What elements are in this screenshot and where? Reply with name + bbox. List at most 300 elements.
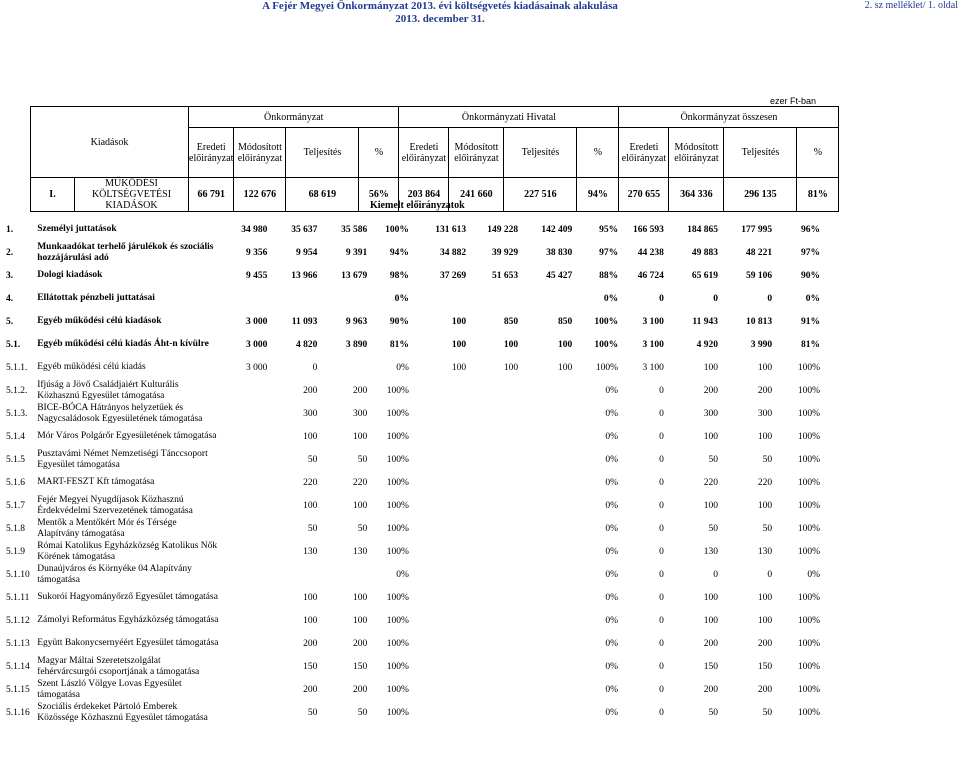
row-value: 44 238 [637,247,664,258]
row-value [520,563,574,586]
row-value: 220 [303,477,318,488]
row-value: 0 [659,569,664,580]
header-table [30,106,839,212]
row-value: 100 [353,500,368,511]
row-value [411,609,468,632]
row-code: 2. [6,247,14,258]
row-value: 200 [703,385,718,396]
row-value [468,494,520,517]
row-value: 50 [708,523,718,534]
row-value: 0 [767,569,773,580]
row-value: 850 [503,316,519,327]
row-code: 5.1.12 [6,615,30,626]
row-value [411,425,468,448]
row-label: Fejér Megyei Nyugdíjasok Közhasznú Érdekvédelmi Szervezetének támogatása [37,494,193,516]
row-value: 0% [605,500,619,511]
kiadasok-header: Kiadások [31,107,189,178]
row-label: Egyéb működési célú kiadások [37,316,162,326]
row-value: 0 [659,707,664,718]
row-value [468,379,520,402]
row-value: 100% [385,224,409,235]
table-row [4,241,822,264]
main-value: 122 676 [234,178,286,212]
row-value: 3 890 [345,339,368,350]
document-title [0,0,880,26]
row-value: 0% [605,661,619,672]
row-label: Szent László Völgye Lovas Egyesület támogatása [37,678,182,700]
row-value: 0 [659,454,664,465]
row-value: 100% [595,362,619,373]
row-value: 0% [605,523,619,534]
row-value: 3 000 [246,316,268,327]
row-value: 100 [303,500,318,511]
row-code: 5.1.14 [6,661,30,672]
row-value [411,379,468,402]
col-eredeti-1: Eredeti előirányzat [189,128,234,178]
row-value [468,402,520,425]
row-value [520,402,574,425]
main-code: I. [31,178,75,212]
row-value: 50 [357,454,368,465]
row-value: 100% [386,523,409,534]
row-value: 100% [386,500,409,511]
row-value [269,563,319,586]
main-value: 270 655 [619,178,669,212]
row-code: 5.1.6 [6,477,25,488]
row-value: 11 943 [692,316,718,327]
row-value [411,517,468,540]
row-value: 0% [605,454,619,465]
row-value: 0 [713,569,718,580]
row-value: 200 [353,638,368,649]
row-value [223,425,270,448]
row-value: 0% [396,569,409,580]
row-value [520,586,574,609]
row-value [468,701,520,724]
row-value: 46 724 [637,270,664,281]
group-onkormanyzat: Önkormányzat [189,107,399,128]
row-label: Ifjúság a Jövő Családjaiért Kulturális Közhasznú Egyesület támogatása [37,379,179,401]
row-value [468,586,520,609]
row-value: 35 586 [341,224,368,235]
row-value [223,609,270,632]
row-value: 100% [386,707,409,718]
row-value: 184 865 [687,224,718,235]
row-value: 9 391 [345,247,368,258]
main-value: 203 864 [399,178,449,212]
row-value [468,655,520,678]
row-value [520,609,574,632]
row-value: 95% [599,224,619,235]
row-value: 130 [703,546,718,557]
row-value: 100% [797,707,820,718]
group-osszesen: Önkormányzat összesen [619,107,839,128]
row-value: 0 [659,431,664,442]
row-code: 5.1.15 [6,684,30,695]
row-value: 0 [659,408,664,419]
row-value [223,287,270,310]
row-value: 131 613 [435,224,467,235]
row-value: 100 [703,500,718,511]
row-value: 100% [386,454,409,465]
row-value [468,471,520,494]
row-value: 0% [605,569,619,580]
row-value: 100% [797,661,820,672]
row-value: 200 [703,684,718,695]
row-value: 0% [807,569,820,580]
row-value: 81% [389,339,409,350]
row-value: 100 [353,615,368,626]
row-value: 200 [353,385,368,396]
row-value: 50 [762,454,773,465]
row-value [411,655,468,678]
row-label: Dunaújváros és Környéke 04 Alapítvány támogatása [37,563,192,585]
col-modositott-2: Módosított előirányzat [449,128,504,178]
row-value: 50 [708,454,718,465]
row-label: Mentők a Mentőkért Mór és Térsége Alapítvány támogatása [37,517,177,539]
row-label: BICE-BÓCA Hátrányos helyzetűek és Nagycsaládosok Egyesületének támogatása [37,402,203,424]
row-value: 150 [353,661,368,672]
row-value: 90% [389,316,409,327]
table-row [4,379,822,402]
row-value: 0% [605,385,619,396]
table-row [4,402,822,425]
row-value: 100 [757,615,773,626]
row-value: 100% [797,408,820,419]
col-pct-1: % [359,128,399,178]
main-value: 241 660 [449,178,504,212]
row-value: 0% [605,408,619,419]
row-value: 0 [659,638,664,649]
row-value: 3 100 [642,339,664,350]
row-value [520,494,574,517]
row-value: 50 [307,523,318,534]
row-value: 166 593 [632,224,664,235]
row-value: 100 [503,362,519,373]
data-table [4,218,822,724]
row-label: Pusztavámi Német Nemzetiségi Tánccsoport Egyesület támogatása [37,448,208,470]
row-value: 100 [703,362,718,373]
row-value: 200 [757,684,773,695]
table-row [4,586,822,609]
row-value: 0% [605,431,619,442]
row-value: 177 995 [741,224,773,235]
table-row [4,264,822,287]
row-value: 9 356 [246,247,268,258]
row-value: 0 [659,523,664,534]
row-label: Magyar Máltai Szeretetszolgálat fehérvárcsurgói csoportjának a támogatása [37,655,200,677]
row-code: 5.1. [6,339,21,350]
row-value: 150 [703,661,718,672]
row-value [223,471,270,494]
row-value: 50 [708,707,718,718]
row-value: 9 455 [246,270,268,281]
row-value: 3 000 [246,362,268,373]
row-value: 0 [659,500,664,511]
row-value: 94% [389,247,409,258]
row-value: 100% [386,615,409,626]
row-code: 5.1.8 [6,523,25,534]
table-row [4,356,822,379]
row-value [520,425,574,448]
row-value [411,402,468,425]
row-value [319,356,369,379]
row-label: Római Katolikus Egyházközség Katolikus Nők Körének támogatása [37,540,218,562]
row-label: Egyéb működési célú kiadás [37,362,146,372]
row-value [468,425,520,448]
row-value: 100% [797,362,820,373]
row-value: 0% [605,477,619,488]
row-value [411,448,468,471]
col-modositott-3: Módosított előirányzat [669,128,724,178]
row-value: 149 228 [487,224,519,235]
row-value: 100% [797,477,820,488]
row-value: 100% [797,431,820,442]
row-value: 100 [703,615,718,626]
row-value: 100% [386,661,409,672]
row-value: 220 [353,477,368,488]
row-label: Munkaadókat terhelő járulékok és szociális hozzájárulási adó [37,241,214,263]
row-value [520,632,574,655]
row-value: 100 [703,431,718,442]
table-row [4,563,822,586]
row-value: 220 [757,477,773,488]
row-value: 0% [605,638,619,649]
main-value: 68 619 [286,178,359,212]
row-value: 38 830 [546,247,573,258]
row-value: 100 [703,592,718,603]
row-value: 0% [605,707,619,718]
row-value: 0% [605,684,619,695]
row-value: 100 [757,592,773,603]
row-value: 0 [659,592,664,603]
table-row [4,678,822,701]
row-value: 200 [303,385,318,396]
row-value: 97% [801,247,820,258]
row-value: 3 100 [642,316,664,327]
row-value: 0 [713,293,718,304]
table-row [4,494,822,517]
row-value [411,494,468,517]
row-value [319,287,369,310]
row-code: 5.1.4 [6,431,25,442]
main-value: 56% [359,178,399,212]
row-value: 200 [757,638,773,649]
row-value: 35 637 [291,224,318,235]
row-value: 4 920 [696,339,718,350]
row-label: Ellátottak pénzbeli juttatásai [37,293,155,303]
row-value: 100% [797,615,820,626]
row-value: 100% [386,684,409,695]
row-value [468,609,520,632]
row-value [223,517,270,540]
row-label: Szociális érdekeket Pártoló Emberek Közössége Közhasznú Egyesület támogatása [37,701,208,723]
row-value: 10 813 [745,316,773,327]
row-value: 100% [386,385,409,396]
row-value [411,678,468,701]
row-label: Zámolyi Református Egyházközség támogatása [37,615,219,625]
row-value [223,655,270,678]
row-value: 90% [801,270,820,281]
row-value: 48 221 [745,247,773,258]
row-value: 4 820 [295,339,318,350]
row-value: 100% [797,546,820,557]
col-pct-2: % [577,128,619,178]
row-value: 50 [357,707,368,718]
row-value: 98% [389,270,409,281]
main-value: 66 791 [189,178,234,212]
row-value: 100% [797,454,820,465]
kiemelt-heading: Kiemelt előirányzatok [370,200,465,211]
row-value: 220 [703,477,718,488]
row-value [520,517,574,540]
table-row [4,655,822,678]
table-row [4,632,822,655]
row-value: 51 653 [492,270,519,281]
row-value: 65 619 [691,270,718,281]
row-value [223,678,270,701]
row-code: 5.1.10 [6,569,30,580]
row-value: 200 [303,684,318,695]
row-code: 5.1.16 [6,707,30,718]
row-value: 13 679 [341,270,368,281]
row-value: 97% [599,247,619,258]
row-label: Egyéb működési célú kiadás Áht-n kívülre [37,339,209,349]
col-eredeti-3: Eredeti előirányzat [619,128,669,178]
row-value: 59 106 [745,270,773,281]
row-value [223,379,270,402]
row-value [468,563,520,586]
title-line-2: 2013. december 31. [395,13,485,25]
row-value: 130 [353,546,368,557]
row-value: 0 [659,293,664,304]
row-value: 88% [599,270,619,281]
col-modositott-1: Módosított előirányzat [234,128,286,178]
row-value [223,632,270,655]
row-code: 4. [6,293,14,304]
table-row [4,517,822,540]
row-value: 100% [386,408,409,419]
row-value: 100% [386,638,409,649]
row-code: 5. [6,316,14,327]
row-value [223,448,270,471]
row-value: 100 [451,316,467,327]
row-value: 100 [451,339,467,350]
row-value [468,678,520,701]
row-value [223,586,270,609]
row-value: 100 [303,431,318,442]
row-value: 150 [757,661,773,672]
row-value [411,287,468,310]
row-value: 50 [357,523,368,534]
table-row [4,333,822,356]
table-row [4,287,822,310]
row-value [269,287,319,310]
row-value: 3 000 [246,339,268,350]
main-value: 94% [577,178,619,212]
row-value: 0% [605,615,619,626]
row-value [223,540,270,563]
row-value: 3 100 [642,362,664,373]
row-value: 100% [797,385,820,396]
row-code: 5.1.13 [6,638,30,649]
row-value: 0 [767,293,773,304]
row-value [520,655,574,678]
table-row [4,425,822,448]
row-value [411,632,468,655]
col-pct-3: % [797,128,839,178]
row-value: 0% [805,293,820,304]
table-row [4,540,822,563]
table-row [4,471,822,494]
row-value: 850 [558,316,573,327]
main-value: 364 336 [669,178,724,212]
row-value [411,701,468,724]
row-value: 81% [801,339,820,350]
row-value: 50 [307,454,318,465]
row-value [411,563,468,586]
row-value: 50 [762,523,773,534]
row-value [411,586,468,609]
table-row [4,609,822,632]
row-value [468,517,520,540]
row-value: 200 [757,385,773,396]
row-value: 100 [757,500,773,511]
row-value: 100% [797,684,820,695]
main-value: 81% [797,178,839,212]
row-value: 130 [757,546,773,557]
row-value [468,448,520,471]
row-value: 100 [451,362,467,373]
row-code: 5.1.1. [6,362,28,373]
row-label: Dologi kiadások [37,270,103,280]
row-value: 100% [594,339,619,350]
row-value [468,632,520,655]
row-value: 100% [386,592,409,603]
row-value: 0% [394,293,409,304]
row-code: 5.1.3. [6,408,28,419]
row-label: MART-FESZT Kft támogatása [37,477,155,487]
row-value [223,563,270,586]
row-value: 100 [303,592,318,603]
row-value: 0% [603,293,619,304]
row-value: 142 409 [541,224,573,235]
group-hivatal: Önkormányzati Hivatal [399,107,619,128]
row-value: 0 [659,385,664,396]
row-value: 49 883 [691,247,718,258]
row-value: 34 980 [241,224,268,235]
row-value: 0 [659,546,664,557]
row-value: 0 [659,684,664,695]
table-row [4,448,822,471]
row-value: 100% [797,638,820,649]
row-value: 50 [762,707,773,718]
table-row [4,218,822,241]
row-value: 0% [605,546,619,557]
row-code: 5.1.5 [6,454,25,465]
row-value: 50 [307,707,318,718]
row-value: 91% [801,316,820,327]
row-label: Sukoróí Hagyományőrző Egyesület támogatása [37,592,218,602]
row-value: 100 [353,431,368,442]
row-code: 5.1.9 [6,546,25,557]
row-value: 100 [503,339,519,350]
row-value [223,701,270,724]
row-code: 1. [6,224,14,235]
row-value: 100% [797,500,820,511]
row-value [223,494,270,517]
row-code: 3. [6,270,14,281]
